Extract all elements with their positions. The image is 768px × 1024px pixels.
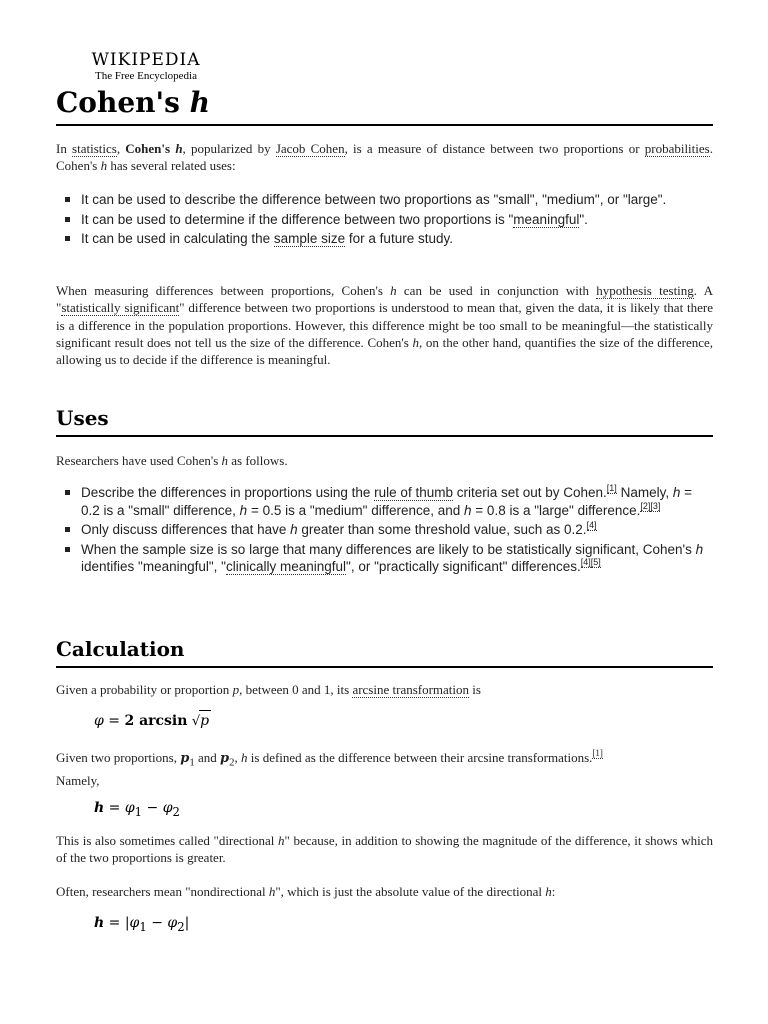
list-item: It can be used in calculating the sample size for a future study. xyxy=(56,230,713,248)
ref-3[interactable]: [3] xyxy=(650,500,661,511)
uses-intro: Researchers have used Cohen's h as follows. xyxy=(56,453,288,468)
ref-1[interactable]: [1] xyxy=(592,748,603,758)
link-clinically-meaningful[interactable]: clinically meaningful xyxy=(225,559,347,574)
link-jacob-cohen[interactable]: Jacob Cohen xyxy=(275,141,345,156)
wikipedia-wordmark: WIKIPEDIA xyxy=(91,50,201,70)
calc-paragraph-4: Often, researchers mean "nondirectional h", which is just the absolute value of the directional h: xyxy=(56,884,556,899)
ref-4[interactable]: [4] xyxy=(586,520,597,530)
list-item: Only discuss differences that have h greater than some threshold value, such as 0.2.[4] xyxy=(56,521,713,539)
link-hypothesis-testing[interactable]: hypothesis testing xyxy=(596,283,694,298)
list-item: Describe the differences in proportions using the rule of thumb criteria set out by Cohen.[1] Namely, h = 0.2 is a "small" difference, h = 0.5 is a "medium" difference, and h = 0.8 is a "large" difference.[2][3] xyxy=(56,484,713,519)
page-title: Cohen's h xyxy=(56,84,713,126)
wikipedia-logo[interactable] xyxy=(76,50,216,82)
link-rule-of-thumb[interactable]: rule of thumb xyxy=(374,485,453,500)
uses-list xyxy=(56,191,713,250)
wikipedia-tagline: The Free Encyclopedia xyxy=(94,70,197,82)
calc-paragraph-2: Given two proportions, $p_1$ and $p_2$, h is defined as the difference between their arcsine transformations.[1] Namely, xyxy=(56,748,603,788)
link-statistically-significant[interactable]: statistically significant xyxy=(61,300,180,316)
link-meaningful[interactable]: meaningful xyxy=(513,211,580,227)
equation-arcsine: φ = 2 arcsin √p xyxy=(94,710,211,732)
uses-section-list xyxy=(56,484,713,578)
link-probabilities[interactable]: probabilities xyxy=(644,141,710,156)
section-heading-calculation: Calculation xyxy=(56,635,713,668)
list-item: It can be used to determine if the difference between two proportions is "meaningful". xyxy=(56,211,713,229)
ref-4[interactable]: [4] xyxy=(580,557,591,567)
ref-1[interactable]: [1] xyxy=(606,483,617,493)
ref-5[interactable]: [5] xyxy=(590,557,601,567)
link-arcsine-transformation[interactable]: arcsine transformation xyxy=(352,682,470,697)
link-sample-size[interactable]: sample size xyxy=(273,231,346,246)
list-item: It can be used to describe the difference between two proportions as "small", "medium", or "large". xyxy=(56,191,713,209)
section-heading-uses: Uses xyxy=(56,404,713,437)
link-statistics[interactable]: statistics xyxy=(72,141,117,156)
equation-directional-h: $h = \varphi_1 - \varphi_2$ xyxy=(94,800,180,819)
list-item: When the sample size is so large that many differences are likely to be statistically significant, Cohen's h identifies "meaningful", "clinically meaningful", or "practically significant" differences.[4][5] xyxy=(56,541,713,576)
equation-nondirectional-h: $h = |\varphi_1 - \varphi_2|$ xyxy=(94,915,190,934)
ref-2[interactable]: [2] xyxy=(640,500,651,511)
calc-paragraph-1: Given a probability or proportion p, between 0 and 1, its arcsine transformation is xyxy=(56,682,481,697)
paragraph-significance: When measuring differences between proportions, Cohen's h can be used in conjunction with hypothesis testing. A "statistically significant" difference between two proportions is understood to mean that, given the data, it is likely that there is a difference in the population proportions. However, this difference might be too small to be meaningful—the statistically significant result does not tell us the size of the difference. Cohen's h, on the other hand, quantifies the size of the difference, allowing us to decide if the difference is meaningful. xyxy=(56,283,714,368)
calc-paragraph-3: This is also sometimes called "directional h" because, in addition to showing the magnitude of the difference, it shows which of the two proportions is greater. xyxy=(56,833,713,866)
intro-paragraph: In statistics, Cohen's h, popularized by Jacob Cohen, is a measure of distance between two proportions or probabilities. Cohen's h has several related uses: xyxy=(56,141,713,174)
